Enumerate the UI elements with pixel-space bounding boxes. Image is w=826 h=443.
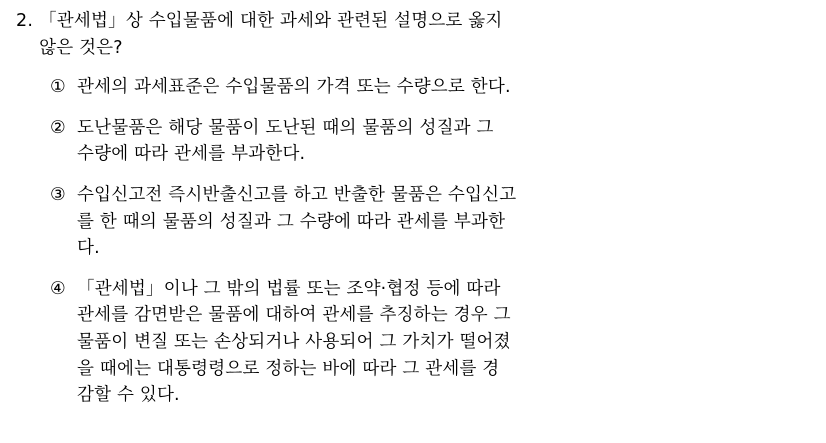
choice-4-line-5: 감할 수 있다. xyxy=(77,385,180,406)
choice-option-4[interactable] xyxy=(50,276,816,409)
choice-3-line-2: 를 한 때의 물품의 성질과 그 수량에 따라 관세를 부과한 xyxy=(77,211,506,232)
choice-marker-3: ③ xyxy=(50,184,66,205)
choice-2-line-2: 수량에 따라 관세를 부과한다. xyxy=(77,144,306,165)
choice-3-line-1: 수입신고전 즉시반출신고를 하고 반출한 물품은 수입신고 xyxy=(77,184,517,205)
choice-text-2 xyxy=(77,115,816,168)
choice-list xyxy=(16,74,816,409)
question-stem-line-2: 않은 것은? xyxy=(39,37,123,58)
choice-text-4 xyxy=(77,276,816,409)
question-stem-line-1: 「관세법」상 수입물품에 대한 과세와 관련된 설명으로 옳지 xyxy=(39,11,503,31)
choice-text-3 xyxy=(77,182,816,262)
question-stem xyxy=(16,8,816,61)
choice-text-1 xyxy=(77,74,816,101)
choice-4-line-4: 을 때에는 대통령령으로 정하는 바에 따라 그 관세를 경 xyxy=(77,358,500,379)
question-block xyxy=(16,8,816,409)
choice-4-line-3: 물품이 변질 또는 손상되거나 사용되어 그 가치가 떨어졌 xyxy=(77,331,511,352)
question-stem-text xyxy=(39,8,816,61)
choice-1-line-1: 관세의 과세표준은 수입물품의 가격 또는 수량으로 한다. xyxy=(77,77,511,98)
choice-option-1[interactable] xyxy=(50,74,816,101)
choice-option-2[interactable] xyxy=(50,115,816,168)
choice-2-line-1: 도난물품은 해당 물품이 도난된 때의 물품의 성질과 그 xyxy=(77,117,494,138)
choice-4-line-2: 관세를 감면받은 물품에 대하여 관세를 추징하는 경우 그 xyxy=(77,305,511,326)
question-number: 2. xyxy=(16,11,34,31)
choice-marker-1: ① xyxy=(50,77,66,98)
choice-marker-4: ④ xyxy=(50,278,66,299)
choice-marker-2: ② xyxy=(50,117,66,138)
choice-option-3[interactable] xyxy=(50,182,816,262)
choice-4-line-1: 「관세법」이나 그 밖의 법률 또는 조약·협정 등에 따라 xyxy=(77,278,501,299)
choice-3-line-3: 다. xyxy=(77,238,100,259)
